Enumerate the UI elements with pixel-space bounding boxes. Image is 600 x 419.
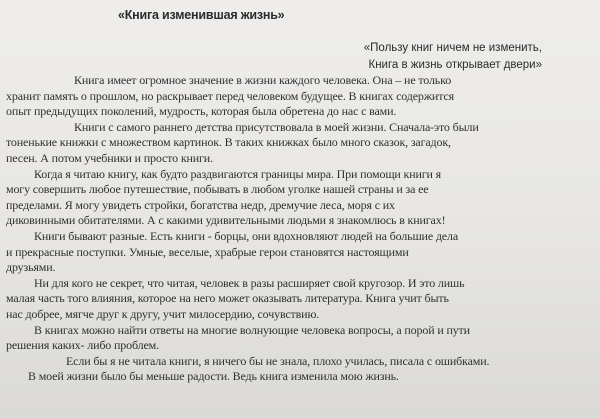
- text-line: пределами. Я могу увидеть стройки, богатства недр, дремучие леса, моря с их: [6, 197, 395, 212]
- text-line: хранит память о прошлом, но раскрывает перед человеком будущее. В книгах содержится: [6, 88, 454, 103]
- essay-body: [6, 73, 592, 385]
- text-line: тоненькие книжки с множеством картинок. В таких книжках было много сказок, загадок,: [6, 135, 451, 150]
- text-line: малая часть того влияния, которое на него может оказывать литература. Книга учит быть: [6, 291, 449, 306]
- text-line: Когда я читаю книгу, как будто раздвигаются границы мира. При помощи книги я: [34, 166, 442, 181]
- text-line: друзьями.: [6, 260, 56, 275]
- text-line: Книга имеет огромное значение в жизни каждого человека. Она – не только: [74, 73, 452, 87]
- text-line: опыт предыдущих поколений, мудрость, которая была обретена до нас с вами.: [6, 104, 397, 119]
- text-line: нас добрее, мягче друг к другу, учит милосердию, сочувствию.: [6, 306, 320, 321]
- essay-title: «Книга изменившая жизнь»: [118, 8, 285, 22]
- text-line: Ни для кого не секрет, что читая, человек в разы расширяет свой кругозор. И это лишь: [34, 275, 465, 290]
- text-line: диковинными обитателями. А с какими удивительными людьми я знакомлюсь в книгах!: [6, 213, 446, 228]
- epigraph-line-1: «Пользу книг ничем не изменить,: [363, 42, 542, 54]
- text-line: и прекрасные поступки. Умные, веселые, храбрые герои становятся настоящими: [6, 244, 409, 259]
- text-line: В книгах можно найти ответы на многие волнующие человека вопросы, а порой и пути: [34, 322, 470, 337]
- text-line: Книги с самого раннего детства присутствовала в моей жизни. Сначала-это были: [74, 119, 479, 134]
- epigraph: [364, 40, 542, 74]
- text-line: песен. А потом учебники и просто книги.: [6, 150, 213, 165]
- text-line: могу совершить любое путешествие, побывать в любом уголке нашей страны и за ее: [6, 182, 429, 197]
- epigraph-line-2: Книга в жизнь открывает двери»: [368, 59, 542, 71]
- text-line: решения каких- либо проблем.: [6, 338, 159, 353]
- text-line: В моей жизни было бы меньше радости. Ведь книга изменила мою жизнь.: [28, 369, 399, 384]
- text-line: Книги бывают разные. Есть книги - борцы, они вдохновляют людей на большие дела: [34, 228, 458, 243]
- text-line: Если бы я не читала книги, я ничего бы не знала, плохо училась, писала с ошибками.: [66, 353, 490, 368]
